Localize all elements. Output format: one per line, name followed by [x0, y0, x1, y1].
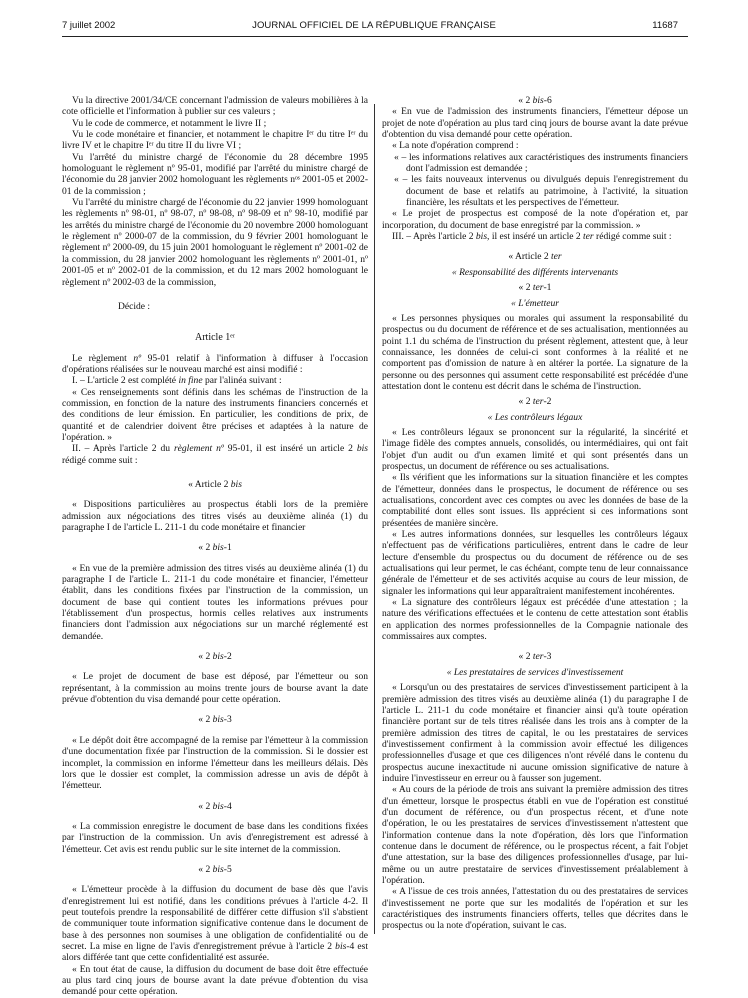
article-2bis-description: « Dispositions particulières au prospectus établi lors de la première admission aux négociations des titres visés au deuxième alinéa (1) du paragraphe I de l'article L. 211-1 du code monétaire et financier — [62, 499, 368, 533]
article-2bis-heading: « Article 2 bis — [188, 478, 242, 490]
section-heading: « 2 ter-2 — [518, 396, 552, 408]
section-paragraph: « Les personnes physiques ou morales qui assument la responsabilité du prospectus ou du document de référence et de ses actualisation, mentionnées au point 1.1 du schéma de l'instruction du présent règlement, attestent que, à leur connaissance, les données de celui-ci sont conformes à la réalité et ne comportent pas d'omission de nature à en altérer la portée. La signature de la personne ou des personnes qui assument cette responsabilité est précédée d'une attestation dont le contenu est décrit dans le schéma de l'instruction. — [382, 312, 688, 392]
section-paragraph: « Les contrôleurs légaux se prononcent sur la régularité, la sincérité et l'image fidèle des comptes annuels, consolidés, ou intermédiaires, qui ont fait l'objet d'un audit ou d'un examen limité et qui sont présentés dans un prospectus, un document de référence ou ses actualisations. — [382, 426, 688, 472]
section-paragraph: « En vue de la première admission des titres visés au deuxième alinéa (1) du paragraphe I de l'article L. 211-1 du code monétaire et financier, l'émetteur établit, dans les conditions fixées par l'instruction de la commission, un document de base qui contient toutes les informations prévues pour l'établissement d'un prospectus, hormis celles relatives aux instruments financiers dont l'admission aux négociations sur un marché réglementé est demandée. — [62, 562, 368, 642]
vu-paragraph: Vu l'arrêté du ministre chargé de l'économie du 28 décembre 1995 homologuant le règlement nº 95-01, modifié par l'arrêté du ministre chargé de l'économie du 28 janvier 2002 homologuant les règlements nᵒˢ 2001-05 et 2002-01 de la commission ; — [62, 151, 368, 197]
section-paragraph: « En vue de l'admission des instruments financiers, l'émetteur dépose un projet de note d'opération au plus tard cinq jours de bourse avant la date prévue d'obtention du visa demandé pour cette opération. — [382, 106, 688, 141]
vu-paragraph: Vu l'arrêté du ministre chargé de l'économie du 22 janvier 1999 homologuant les règlements nº 98-01, nº 98-07, nº 98-08, nº 98-09 et nº 98-10, modifié par les arrêtés du ministre chargé de l'économie du 20 novembre 2000 homologuant le règlement nº 2000-07 de la commission, du 9 février 2001 homologuant le règlement nº 2000-09, du 15 juin 2001 homologuant le règlement nº 2001-02 de la commission, du 28 janvier 2002 homologuant les règlements nº 2001-01, nº 2001-05 et nº 2002-01 de la commission, et du 12 mars 2002 homologuant le règlement nº 2002-03 de la commission, — [62, 197, 368, 288]
left-column — [62, 95, 368, 998]
section-paragraph: « La note d'opération comprend : — [392, 140, 519, 152]
section-paragraph: « Lorsqu'un ou des prestataires de services d'investissement participent à la première admission des titres visés au deuxième alinéa (1) du paragraphe I de l'article L. 211-1 du code monétaire et financier ainsi qu'à toute opération financière portant sur de tels titres réalisée dans les trois ans à compter de la première admission des titres de capital, le ou les prestataires de services d'investissement confirment à la commission avoir effectué les diligences professionnelles d'usage et que ces diligences n'ont révélé dans le contenu du prospectus aucune inexactitude ni aucune omission significative de nature à induire l'investisseur en erreur ou à fausser son jugement. — [382, 682, 688, 784]
article-2ter-heading: « Article 2 ter — [508, 251, 562, 263]
section-paragraph: « L'émetteur procède à la diffusion du document de base dès que l'avis d'enregistrement lui est notifié, dans les conditions prévues à l'article 4-2. Il peut toutefois prendre la responsabilité de différer cette diffusion s'il s'abstient de communiquer toute information significative contenue dans le document de base à des personnes non soumises à une obligation de confidentialité ou de secret. La mise en ligne de l'avis d'enregistrement prévue à l'article 2 bis-4 est alors différée tant que cette confidentialité est assurée. — [62, 884, 368, 964]
vu-paragraph: Vu la directive 2001/34/CE concernant l'admission de valeurs mobilières à la cote officielle et l'information à publier sur ces valeurs ; — [62, 95, 368, 118]
section-paragraph: « Ils vérifient que les informations sur la situation financière et les comptes de l'émetteur, données dans le prospectus, le document de référence ou ses actualisations, concordent avec ces comptes ou avec les données de base de la comptabilité dont elles sont issues. Ils apprécient si ces informations sont présentées de manière sincère. — [382, 472, 688, 529]
list-item: « – les informations relatives aux caractéristiques des instruments financiers dont l'admission est demandée ; — [394, 151, 688, 175]
article-1-title: Article 1ᵉʳ — [195, 332, 235, 344]
point-3: III. – Après l'article 2 bis, il est inséré un article 2 ter rédigé comme suit : — [392, 231, 672, 243]
section-heading: « 2 bis-6 — [518, 95, 552, 106]
section-paragraph: « Le dépôt doit être accompagné de la remise par l'émetteur à la commission d'une documentation fixée par l'instruction de la commission. Si le dossier est incomplet, la commission en informe l'émetteur dans les meilleurs délais. Dès lors que le dossier est complet, la commission adresse un avis de dépôt à l'émetteur. — [62, 734, 368, 792]
section-heading: « 2 bis-2 — [198, 651, 232, 663]
section-heading: « 2 bis-5 — [198, 863, 232, 875]
section-paragraph: « La commission enregistre le document de base dans les conditions fixées par l'instruction de la commission. Un avis d'enregistrement est adressé à l'émetteur. Cet avis est rendu public sur le site internet de la commission. — [62, 820, 368, 855]
section-paragraph: « Le projet de document de base est déposé, par l'émetteur ou son représentant, à la commission au moins trente jours de bourse avant la date prévue d'obtention du visa demandé pour cette opération. — [62, 671, 368, 706]
article-1-intro: Le règlement nº 95-01 relatif à l'information à diffuser à l'occasion d'opérations réalisées sur le nouveau marché est ainsi modifié : — [62, 352, 368, 375]
column-divider — [374, 104, 375, 934]
header-rule — [62, 36, 688, 37]
article-2ter-title: « Responsabilité des différents intervenants — [451, 266, 619, 278]
section-paragraph: « Au cours de la période de trois ans suivant la première admission des titres d'un émetteur, lorsque le prospectus établi en vue de l'opération est constitué d'un document de référence, ou d'un prospectus récent, et d'une note d'opération, le ou les prestataires de services d'investissement n'attestent que l'information contenue dans la note d'opération, dès lors que l'information contenue dans le document de référence, ou le prospectus récent, a fait l'objet d'une attestation, sur la base des diligences professionnelles d'usage, par lui-même ou un autre prestataire de services d'investissement préalablement à l'opération. — [382, 784, 688, 886]
vu-paragraph: Vu le code de commerce, et notamment le livre II ; — [72, 117, 267, 129]
section-paragraph: « La signature des contrôleurs légaux est précédée d'une attestation ; la nature des vérifications effectuées et le contenu de cette attestation sont établis en application des normes professionnelles de la Compagnie nationale des commissaires aux comptes. — [382, 597, 688, 643]
section-paragraph: « A l'issue de ces trois années, l'attestation du ou des prestataires de services d'investissement ne porte que sur les modalités de l'opération et sur les caractéristiques des instruments financiers offerts, telles que décrites dans le prospectus ou la note d'opération, suivant le cas. — [382, 886, 688, 932]
section-title: « L'émetteur — [511, 297, 559, 309]
section-heading: « 2 bis-4 — [198, 800, 232, 812]
header-date: 7 juillet 2002 — [62, 20, 116, 31]
journal-title: JOURNAL OFFICIEL DE LA RÉPUBLIQUE FRANÇAISE — [252, 20, 496, 31]
point-2: II. – Après l'article 2 du règlement nº 95-01, il est inséré un article 2 bis rédigé comme suit : — [62, 443, 368, 466]
section-heading: « 2 ter-3 — [518, 651, 552, 663]
point-1: I. – L'article 2 est complété in fine par l'alinéa suivant : — [72, 375, 282, 387]
section-paragraph: « En tout état de cause, la diffusion du document de base doit être effectuée au plus tard cinq jours de bourse avant la date prévue d'obtention du visa demandé pour cette opération. — [62, 963, 368, 998]
vu-paragraph: Vu le code monétaire et financier, et notamment le chapitre Iᵉʳ du titre Iᵉʳ du livre IV et le chapitre Iᵉʳ du titre II du livre VI ; — [62, 129, 368, 152]
decide-heading: Décide : — [118, 300, 151, 312]
right-column — [382, 95, 688, 932]
section-heading: « 2 bis-3 — [198, 714, 232, 726]
quote-1: « Ces renseignements sont définis dans les schémas de l'instruction de la commission, en fonction de la nature des instruments financiers concernés et des conditions de leur émission. En particulier, les conditions de prix, de quantité et de calendrier doivent être précises et adaptées à la nature de l'opération. » — [62, 386, 368, 443]
section-paragraph: « Le projet de prospectus est composé de la note d'opération et, par incorporation, du document de base enregistré par la commission. » — [382, 208, 688, 231]
list-item: « – les faits nouveaux intervenus ou divulgués depuis l'enregistrement du document de base et relatifs au patrimoine, à l'activité, la situation financière, les résultats et les perspectives de l'émetteur. — [394, 174, 688, 209]
page-number: 11687 — [652, 20, 678, 31]
section-heading: « 2 bis-1 — [198, 542, 232, 554]
section-title: « Les contrôleurs légaux — [487, 411, 583, 423]
section-title: « Les prestataires de services d'investissement — [446, 666, 624, 678]
section-paragraph: « Les autres informations données, sur lesquelles les contrôleurs légaux n'effectuent pas de vérifications particulières, entrent dans le cadre de leur lecture d'ensemble du prospectus ou du document de référence ou de ses actualisations qui leur permet, le cas échéant, compte tenu de leur connaissance générale de l'émetteur et de ses activités acquise au cours de leur mission, de signaler les informations qui leur apparaîtraient manifestement incohérentes. — [382, 529, 688, 597]
section-heading: « 2 ter-1 — [518, 282, 552, 294]
